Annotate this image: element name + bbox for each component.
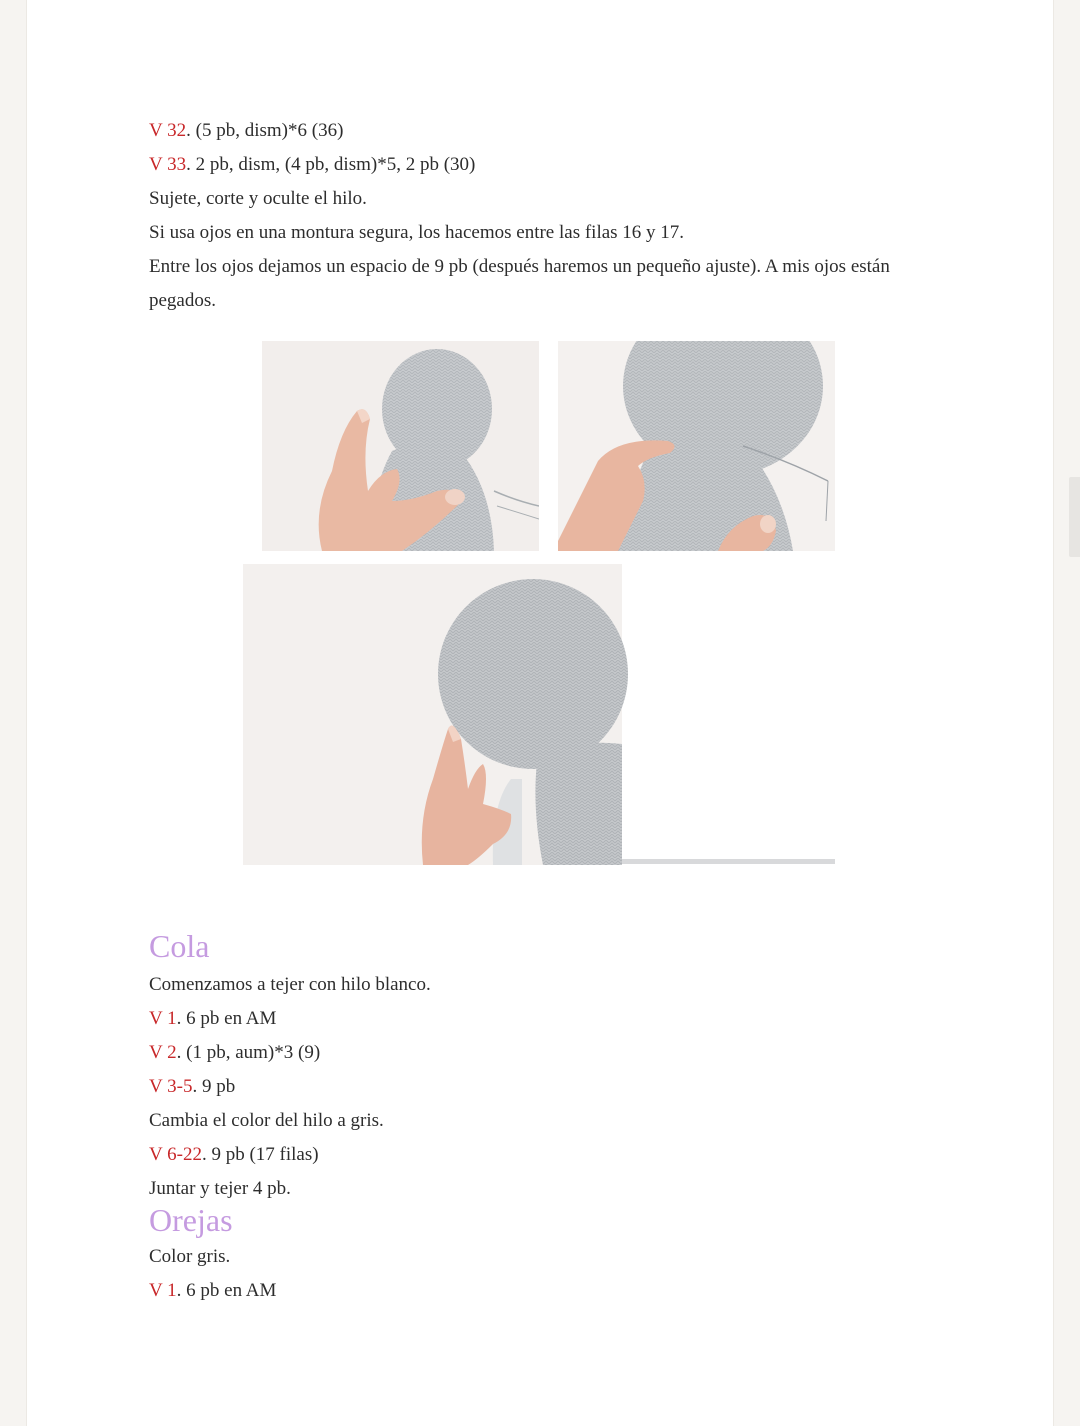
row-text: . 2 pb, dism, (4 pb, dism)*5, 2 pb (30)	[186, 154, 476, 175]
row-text: . 9 pb (17 filas)	[201, 1144, 319, 1165]
photo-head-attached	[243, 564, 835, 865]
section-title-orejas: Orejas	[149, 1202, 233, 1238]
row-text: . (1 pb, aum)*3 (9)	[176, 1042, 321, 1063]
note-eye-spacing: Entre los ojos dejamos un espacio de 9 pb (después haremos un pequeño ajuste). A mis ojos están pegados.	[149, 256, 890, 311]
orejas-intro: Color gris.	[149, 1246, 231, 1267]
row-instruction	[149, 114, 929, 148]
row-instruction	[149, 1274, 929, 1308]
row-instruction	[149, 148, 929, 182]
row-label: V 2	[149, 1042, 177, 1063]
section-orejas	[149, 1200, 929, 1308]
row-label: V 32	[149, 120, 187, 141]
row-text: . 6 pb en AM	[176, 1280, 277, 1301]
note-fasten-off: Sujete, corte y oculte el hilo.	[149, 188, 367, 209]
row-label: V 6-22	[149, 1144, 202, 1165]
row-label: V 33	[149, 154, 187, 175]
row-instruction	[149, 1002, 929, 1036]
scrollbar-thumb[interactable]	[1069, 477, 1080, 557]
row-text: . 9 pb	[192, 1076, 236, 1097]
cola-color-change: Cambia el color del hilo a gris.	[149, 1110, 384, 1131]
photo-head-stuffing	[262, 341, 539, 551]
section-title-cola: Cola	[149, 928, 210, 964]
row-instruction	[149, 1036, 929, 1070]
row-label: V 1	[149, 1280, 177, 1301]
row-instruction	[149, 1138, 929, 1172]
photo-head-sewing	[558, 341, 835, 551]
note-safety-eyes: Si usa ojos en una montura segura, los hacemos entre las filas 16 y 17.	[149, 222, 685, 243]
row-instruction	[149, 1070, 929, 1104]
row-text: . (5 pb, dism)*6 (36)	[186, 120, 344, 141]
section-cola	[149, 926, 929, 1206]
row-label: V 1	[149, 1008, 177, 1029]
cola-finish: Juntar y tejer 4 pb.	[149, 1178, 291, 1199]
pattern-text-top	[149, 114, 929, 318]
row-text: . 6 pb en AM	[176, 1008, 277, 1029]
cola-intro: Comenzamos a tejer con hilo blanco.	[149, 974, 431, 995]
row-label: V 3-5	[149, 1076, 193, 1097]
